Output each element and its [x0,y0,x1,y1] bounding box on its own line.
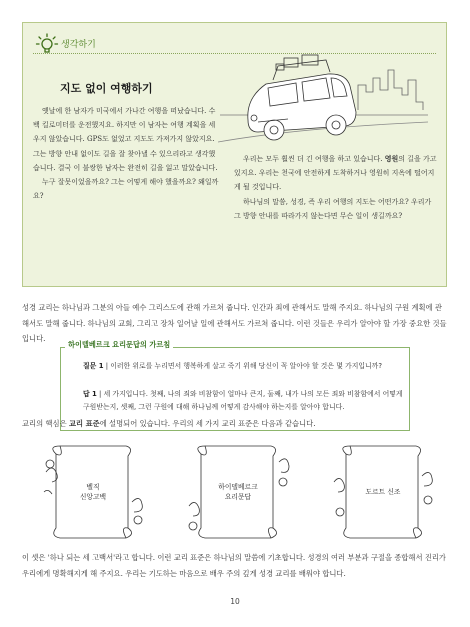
scroll-label: 하이델베르크 요리문답 [218,483,258,501]
story-left-column [33,104,221,203]
question-label: 질문 1 [83,362,104,370]
scroll-heidelberg [183,442,293,542]
story-right-column [234,152,438,223]
catechism-question: 질문 1 | 이러한 위로를 누리면서 행복하게 살고 죽기 위해 당신이 꼭 알아야 할 것은 몇 가지입니까? [83,362,382,370]
page-number: 10 [230,597,240,606]
box-title: 지도 없이 여행하기 [60,82,153,95]
scroll-belgic [38,442,148,542]
question-text: 이러한 위로를 누리면서 행복하게 살고 죽기 위해 당신이 꼭 알아야 할 것은 몇 가지입니까? [110,362,382,370]
scroll-dort [328,442,438,542]
text-run: 우리는 모두 훨씬 더 긴 여행을 하고 있습니다. [243,155,385,163]
story-paragraph: 옛날에 한 남자가 미국에서 가나간 여행을 떠났습니다. 수백 킬로미터를 운전했지요. 하지만 이 남자는 여행 계획을 세우지 않았습니다. GPS도 없었고 지도도 가져가지 않았지요. 그는 방향 안내 없이도 길을 잘 찾아낼 수 있으리라고 생각했습니다. 결국 이 불쌍한 남자는 완전히 길을 잃고 말았습니다. [33,107,218,172]
story-paragraph [234,195,438,223]
text-run: 에 설명되어 있습니다. 우리의 세 가지 교리 표준은 다음과 같습니다. [99,419,316,428]
think-label: 생각하기 [61,40,96,50]
answer-text: 세 가지입니다. 첫째, 나의 죄와 비참함이 얼마나 큰지, 둘째, 내가 나의 모든 죄와 비참함에서 어떻게 구원받는지, 셋째, 그런 구원에 대해 하나님께 어떻게 감사해야 하는지를 알아야 합니다. [83,390,403,411]
standards-intro [22,416,449,432]
text-run: 하나님의 말씀, 성경, 즉 우리 여행의 지도는 어떤가요? 우리가 그 방향 안내를 따라가지 않는다면 무슨 일이 생길까요? [234,197,432,220]
scroll-label: 벨직 신앙고백 [79,483,107,501]
bold-term: 영원 [384,155,399,163]
scroll-label: 도르트 신조 [365,488,401,496]
answer-label: 답 1 [83,390,97,398]
story-paragraph [234,152,438,195]
standards-scrolls [38,442,438,542]
catechism-answer: 답 1 | 세 가지입니다. 첫째, 나의 죄와 비참함이 얼마나 큰지, 둘째, 내가 나의 모든 죄와 비참함에서 어떻게 구원받는지, 셋째, 그런 구원에 대해 하나님께 어떻게 감사해야 하는지를 알아야 합니다. [83,390,403,411]
intro-paragraph: 성경 교리는 하나님과 그분의 아들 예수 그리스도에 관해 가르쳐 줍니다. 인간과 죄에 관해서도 말해 주지요. 하나님의 구원 계획에 관해서도 말해 줍니다. 하나님의 교회, 그리고 장차 일어날 일에 관해서도 가르쳐 줍니다. 이런 것들은 우리가 알아야 할 가장 중요한 것들입니다. [22,303,447,343]
bold-term: 교리 표준 [68,419,100,428]
text-run: 의 길을 가고 있지요. 우리는 천국에 안전하게 도착하거나 영원히 지옥에 떨어지게 될 것입니다. [234,155,437,192]
text-run: 교리의 핵심은 [22,419,69,428]
story-paragraph: 누구 잘못이었을까요? 그는 어떻게 해야 했을까요? 왜일까요? [33,178,219,201]
van-illustration [218,40,440,148]
closing-paragraph: 이 셋은 '하나 되는 세 고백서'라고 합니다. 이런 교리 표준은 하나님의 말씀에 기초합니다. 성경의 여러 부분과 구절을 종합해서 진리가 우리에게 명확해지게 해 주지요. 우리는 기도하는 마음으로 배우 주의 깊게 성경 교리를 배워야 합니다. [22,553,446,578]
catechism-title: 하이델베르크 요리문답의 가르침 [65,340,173,350]
